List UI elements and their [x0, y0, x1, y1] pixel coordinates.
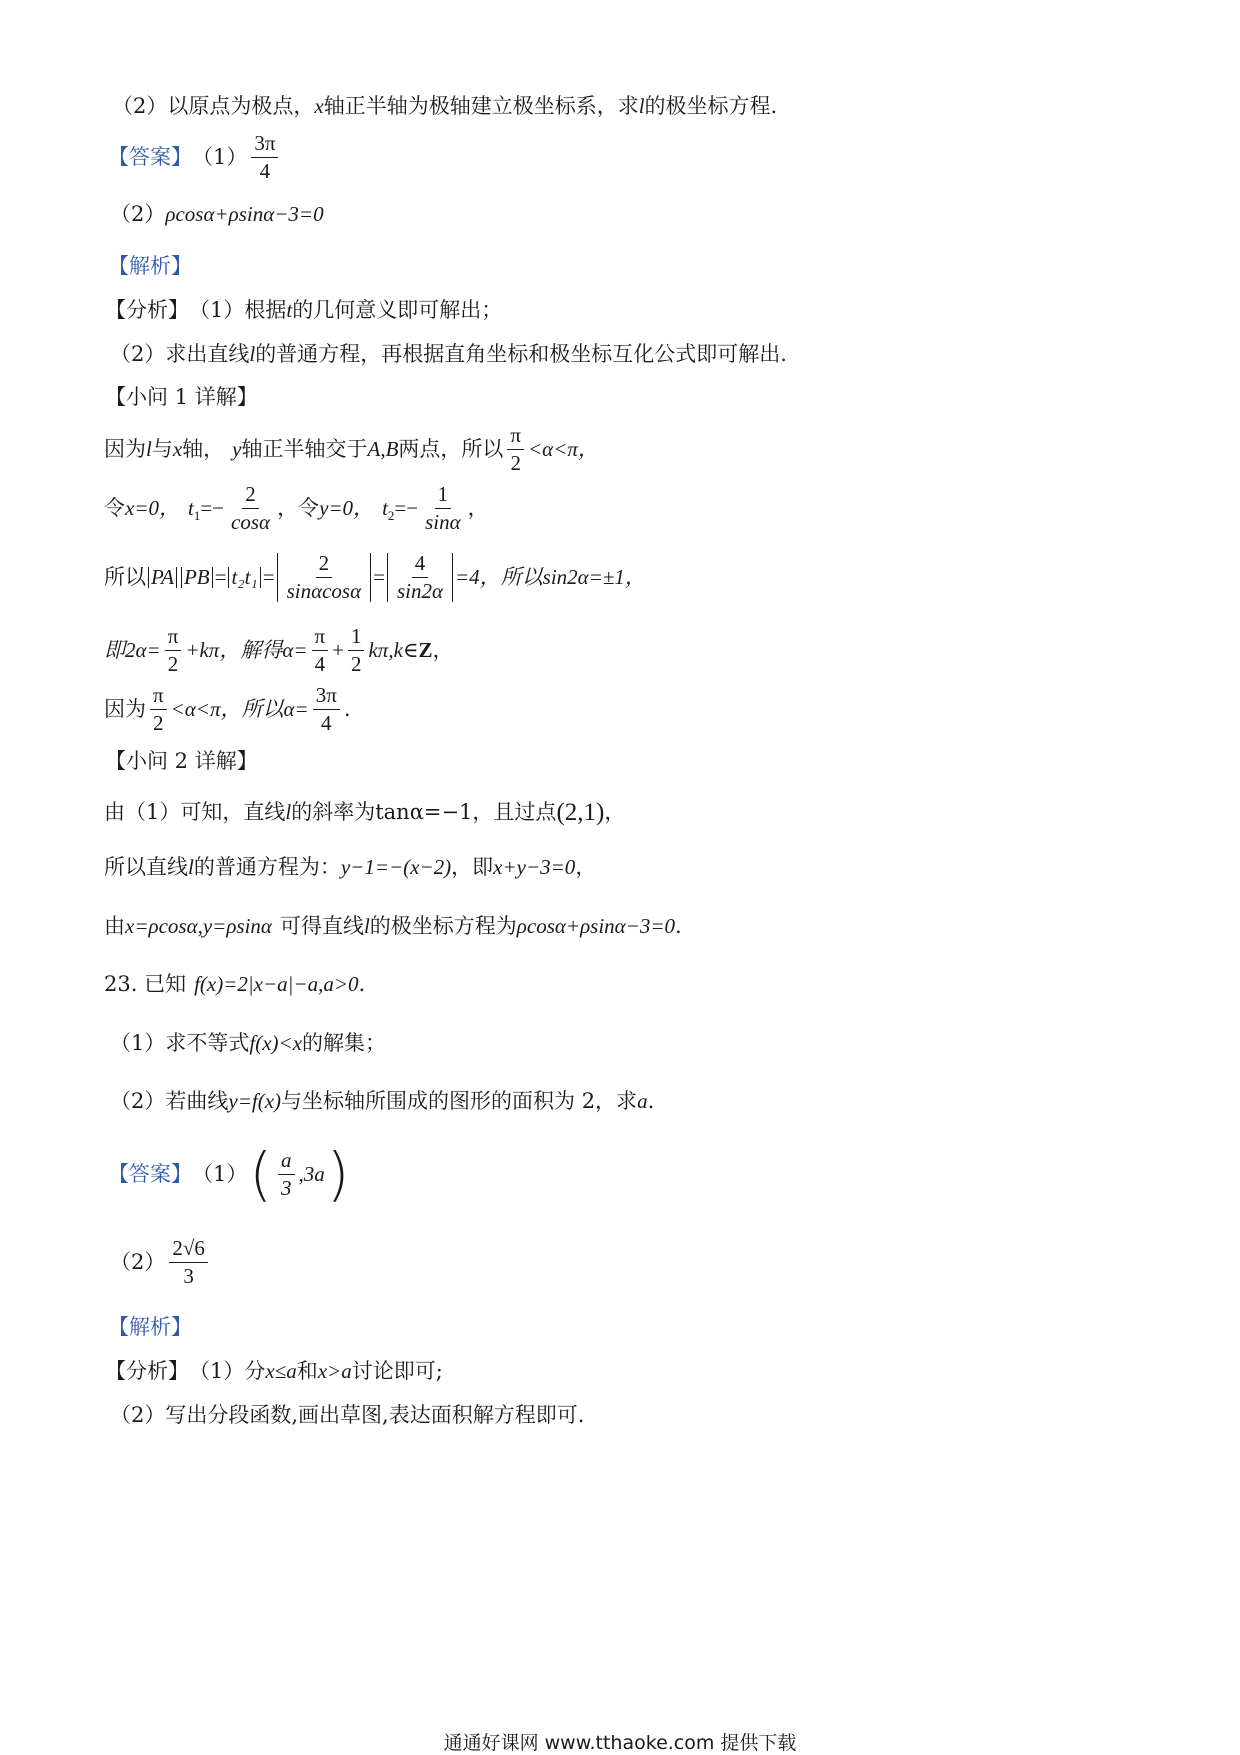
- question-23-part1: （1）求不等式 f(x)<x 的解集；: [110, 1031, 387, 1055]
- analysis-line-3: 【分析】 （1）分 x≤a 和 x>a 讨论即可;: [105, 1359, 443, 1383]
- question-23-part2: （2）若曲线 y=f(x) 与坐标轴所围成的图形的面积为 2，求 a .: [110, 1089, 655, 1113]
- solution-line-7: 所以直线 l 的普通方程为： y−1=−(x−2) ，即 x+y−3=0 ，: [104, 855, 597, 879]
- fraction: $\frac{2√6}{3}$: [169, 1238, 208, 1287]
- fraction: $\frac{3\pi}{4}$: [313, 685, 340, 734]
- analysis-line-4: （2）写出分段函数,画出草图,表达面积解方程即可.: [110, 1403, 585, 1427]
- fraction: $\frac{4}{\sin 2\alpha}$: [396, 551, 443, 603]
- fraction: $\frac{\pi}{2}$: [507, 425, 524, 474]
- answer-23-2-line: （2） $\frac{2√6}{3}$: [110, 1238, 212, 1287]
- fraction: $\frac{2}{\cos\alpha}$: [231, 482, 271, 534]
- subquestion-2-heading: 【小问 2 详解】: [105, 749, 258, 773]
- answer-2-line: （2） ρcosα+ρsinα−3=0: [110, 202, 324, 226]
- analysis-heading: 【解析】: [108, 254, 192, 278]
- fraction: $\frac{\pi}{2}$: [165, 626, 182, 675]
- fraction: $\frac{3\pi}{4}$: [251, 133, 278, 182]
- solution-line-6: 由（1）可知，直线 l 的斜率为tanα=−1，且过点 (2,1) ，: [104, 799, 626, 826]
- answer-tag: 【答案】: [108, 145, 192, 169]
- footer-watermark: 通通好课网 www.tthaoke.com 提供下载: [443, 1732, 797, 1754]
- answer-23-1-line: 【答案】 （1） ( $\frac{a}{3}$ ,3a ): [108, 1140, 350, 1208]
- solution-line-2: 令 x=0， t 1 =− $\frac{2}{\cos\alpha}$ ，令 y=0， t 2 =− $\frac{1}{\sin\alpha}$ ，: [104, 482, 489, 534]
- solution-line-4: 即2α= $\frac{\pi}{2}$ +kπ，解得α= $\frac{\pi}{4}$ + $\frac{1}{2}$ kπ,k∈ Z ，: [104, 624, 454, 676]
- fraction: $\frac{\pi}{4}$: [312, 626, 329, 675]
- fraction: $\frac{2}{\sin\alpha\cos\alpha}$: [286, 551, 362, 603]
- question-part2-line: （2）以原点为极点， x 轴正半轴为极轴建立极坐标系，求 l 的极坐标方程.: [112, 94, 778, 118]
- solution-line-8: 由 x=ρcosα,y=ρsinα 可得直线 l 的极坐标方程为 ρcosα+ρsinα−3=0 .: [104, 914, 682, 938]
- subquestion-1-heading: 【小问 1 详解】: [105, 385, 258, 409]
- solution-line-3: 所以 PA PB = t₂t₁ = $\frac{2}{\sin\alpha\cos\alpha}$ = $\frac{4}{\sin 2\alpha}$ =4，所以sin2α=±1，: [104, 551, 646, 603]
- solution-line-5: 因为 $\frac{\pi}{2}$ <α<π，所以α= $\frac{3\pi}{4}$ .: [104, 683, 351, 735]
- solution-line-1: 因为 l 与 x 轴， y 轴正半轴交于 A,B 两点，所以 $\frac{\pi}{2}$ <α<π，: [104, 423, 599, 475]
- fraction: $\frac{1}{\sin\alpha}$: [425, 482, 461, 534]
- analysis-line-2: （2）求出直线 l 的普通方程，再根据直角坐标和极坐标互化公式即可解出.: [110, 342, 787, 366]
- analysis-line-1: 【分析】 （1）根据 t 的几何意义即可解出；: [105, 298, 503, 322]
- answer-tag: 【答案】: [108, 1161, 192, 1186]
- fraction: $\frac{1}{2}$: [348, 626, 365, 675]
- analysis-heading-2: 【解析】: [108, 1315, 192, 1339]
- answer-1-line: 【答案】 （1） $\frac{3\pi}{4}$: [108, 133, 282, 182]
- fraction: $\frac{\pi}{2}$: [150, 685, 167, 734]
- question-23-line: 23. 已知 f(x)=2|x−a|−a,a>0 .: [104, 972, 366, 996]
- fraction: $\frac{a}{3}$: [278, 1150, 295, 1199]
